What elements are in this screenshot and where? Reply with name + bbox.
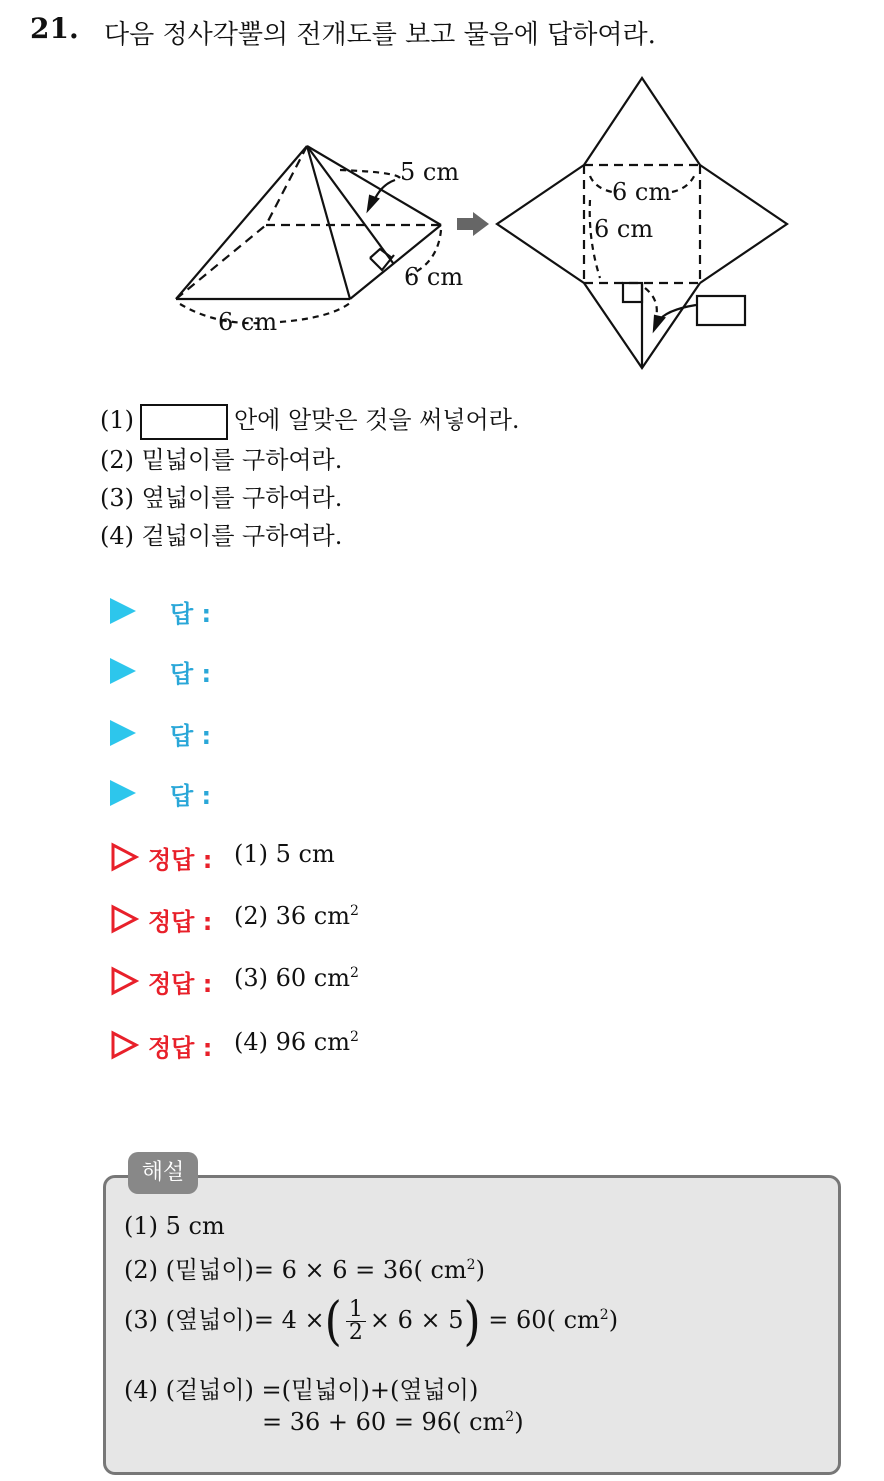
explanation-line-2: (2) (밑넓이)= 6 × 6 = 36( $cm^2$) <box>124 1256 485 1284</box>
net-dim-curve <box>672 172 696 192</box>
play-icon <box>110 598 136 624</box>
answer-label: 답 : <box>170 660 212 688</box>
dim-curve <box>280 303 350 322</box>
pyramid-edge <box>307 146 350 299</box>
solution-text: (4) 96 $cm^2$ <box>234 1028 359 1056</box>
outline-play-icon <box>110 966 140 996</box>
net-dim-curve <box>590 176 612 192</box>
solution-text: (1) 5 cm <box>234 840 335 868</box>
subquestion-4 <box>100 516 342 551</box>
explanation-title: 해설 <box>128 1152 198 1194</box>
outline-play-icon <box>110 842 140 872</box>
explanation-line-3: (3) (옆넓이)= 4 ×( $\frac{1}{2}$ × 6 × 5) = 60( $cm^2$) <box>124 1290 619 1353</box>
subquestion-text: 옆넓이를 구하여라. <box>141 484 343 512</box>
subquestion-num: (1) <box>100 406 134 434</box>
pyramid-edge <box>176 146 307 299</box>
solution-label: 정답 : <box>148 908 213 936</box>
net-triangle-right <box>700 165 787 283</box>
pyramid-hidden-edge <box>176 225 266 299</box>
fraction: $\frac{1}{2}$ <box>346 1299 366 1344</box>
outline-play-icon <box>110 1030 140 1060</box>
subquestion-num: (3) <box>100 484 134 512</box>
net-triangle-top <box>584 78 700 165</box>
subquestion-text: 겉넓이를 구하여라. <box>141 522 343 550</box>
solution-text: (3) 60 $cm^2$ <box>234 964 359 992</box>
play-icon <box>110 720 136 746</box>
subquestion-num: (2) <box>100 446 134 474</box>
label-slant: 5 cm <box>400 158 460 186</box>
explanation-line-1: (1) 5 cm <box>124 1212 225 1240</box>
net-right-angle-mark <box>623 283 642 302</box>
subquestion-text: 밑넓이를 구하여라. <box>141 446 343 474</box>
net-triangle-left <box>497 165 584 283</box>
subquestion-2 <box>100 440 342 475</box>
play-icon <box>110 780 136 806</box>
subquestion-1 <box>100 400 520 440</box>
answer-label: 답 : <box>170 722 212 750</box>
label-net-width: 6 cm <box>612 178 672 206</box>
subquestion-3 <box>100 478 342 513</box>
net-dim-curve <box>645 288 657 318</box>
pyramid-height-line <box>307 146 393 263</box>
blank-box <box>140 404 228 440</box>
dim-arrowhead <box>368 196 378 210</box>
net-blank-box <box>697 296 745 325</box>
solution-label: 정답 : <box>148 1034 213 1062</box>
subquestion-text: 안에 알맞은 것을 써넣어라. <box>234 406 520 434</box>
solution-label: 정답 : <box>148 970 213 998</box>
outline-play-icon <box>110 904 140 934</box>
label-base: 6 cm <box>218 308 278 336</box>
solution-text: (2) 36 $cm^2$ <box>234 902 359 930</box>
solution-label: 정답 : <box>148 846 213 874</box>
explanation-line-4: (4) (겉넓이) =(밑넓이)+(옆넓이) <box>124 1376 479 1404</box>
label-net-height: 6 cm <box>594 215 654 243</box>
play-icon <box>110 658 136 684</box>
question-text: 다음 정사각뿔의 전개도를 보고 물음에 답하여라. <box>104 20 656 50</box>
arrow-icon <box>457 212 489 236</box>
label-side-right: 6 cm <box>404 263 464 291</box>
subquestion-num: (4) <box>100 522 134 550</box>
explanation-line-5: = 36 + 60 = 96( $cm^2$) <box>262 1408 524 1436</box>
question-number: 21. <box>30 12 79 45</box>
answer-label: 답 : <box>170 600 212 628</box>
answer-label: 답 : <box>170 782 212 810</box>
net-arrowhead <box>654 316 664 330</box>
pyramid-figure <box>0 60 884 380</box>
